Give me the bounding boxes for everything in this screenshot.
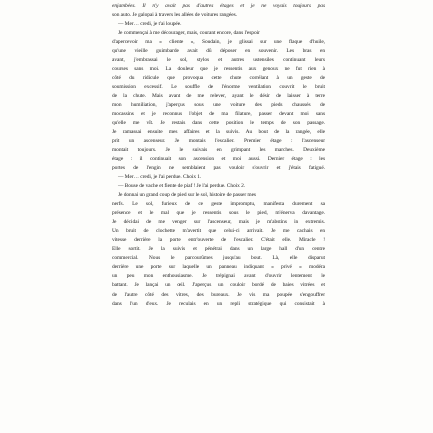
text-line: Un bruit de clochette m'avertit que celui-ci arrivait. Je me cachais en xyxy=(112,228,325,235)
text-line: un peu mon enthousiasme. Je trépignai avant d'ouvrir lentement le xyxy=(112,273,325,280)
text-line: vitesse derrière la porte entr'ouverte de l'escalier. C'était elle. Miracle ! xyxy=(112,237,325,244)
text-line: prit un ascenseur. Je montais l'escalier. Premier étage : l'ascenseur xyxy=(112,138,325,145)
text-line: côté du ridicule que provoqua cette chute corrélant à un geste de xyxy=(112,75,325,82)
text-line: Elle sortit. Je la suivis et pénétrai dans un large hall d'un centre xyxy=(112,246,325,253)
text-line: qu'une vieille guimbarde avait dû déposer en souvenir. Les bras en xyxy=(112,48,325,55)
text-line: étage : il continuait son ascension et moi aussi. Dernier étage : les xyxy=(112,156,325,163)
text-line: mon humiliation, j'aperçus sous une voiture des pieds chaussés de xyxy=(112,102,325,109)
text-line: Je ramassai ensuite mes affaires et la suivis. Au bout de la rangée, elle xyxy=(112,129,325,136)
text-line: dans l'un d'eux. Je reculais en un repli stratégique qui consistait à xyxy=(112,300,325,307)
text-line: enjambées. Il n'y avait pas d'autres étages et je ne voyais toujours pas xyxy=(112,3,325,9)
text-line: qu'elle me vît. Je restais dans cette position le temps de son passage. xyxy=(112,120,325,127)
text-line: de la chute. Mais avant de me relever, ayant le désir de laisser à terre xyxy=(112,93,325,100)
text-line: — Mer… credi, je t'ai loupée. xyxy=(118,21,182,28)
text-line: montait toujours. Je le suivais en grimpant les marches. Deuxième xyxy=(112,147,325,154)
text-line: Je commençai à me décourager, mais, courant encore, dans l'espoir xyxy=(118,30,260,37)
text-line: nerfs. Le sol, furieux de ce geste impromptu, manifesta durement sa xyxy=(112,201,325,208)
text-line: d'apercevoir ma « cliente », Soudain, je glissai sur une flaque d'huile, xyxy=(112,39,325,46)
text-line: de l'autre côté des vitres, des bureaux. Je vis ma poupée s'engouffrer xyxy=(112,291,325,298)
text-line: avant, j'embrassai le sol, stylos et autres ustensiles continuant leurs xyxy=(112,57,325,64)
text-line: commercial. Nous le parcourûmes jusqu'au bout. Là, elle disparut xyxy=(112,255,325,262)
text-line: — Mer… credi, je l'ai perdue. Choix 1. xyxy=(118,174,202,181)
text-line: Je décidai de me venger sur l'ascenseur, mais je m'abstins in extremis. xyxy=(112,219,325,226)
text-line: portes de l'engin ne semblaient pas vouloir s'ouvrir et j'étais fatigué. xyxy=(112,165,325,172)
text-line: présence et le mal que je ressentis sous le pied, m'énerva davantage. xyxy=(112,210,325,217)
text-line: derrière une porte sur laquelle un panneau indiquant « privé » modéra xyxy=(112,264,325,271)
text-line: battant. Je lançai un œil. J'aperçus un couloir bordé de baies vitrées et xyxy=(112,282,325,289)
text-line: courses sans moi. La douleur que je ressentis aux genoux ne fut rien à xyxy=(112,66,325,73)
text-line: mocassins et je reconnus l'objet de ma filature, passer devant moi sans xyxy=(112,111,325,118)
text-line: soumission excessif. Le souffle de l'énorme ventilation couvrit le bruit xyxy=(112,84,325,91)
text-line: Je donnai un grand coup de pied sur le sol, histoire de passer mes xyxy=(118,192,256,199)
text-line: — Bouse de vache et fiente de piaf ! Je l'ai perdue. Choix 2. xyxy=(118,183,246,190)
text-line: son auto. Je galopai à travers les allées de voitures rangées. xyxy=(112,12,237,19)
body-text xyxy=(112,2,325,309)
